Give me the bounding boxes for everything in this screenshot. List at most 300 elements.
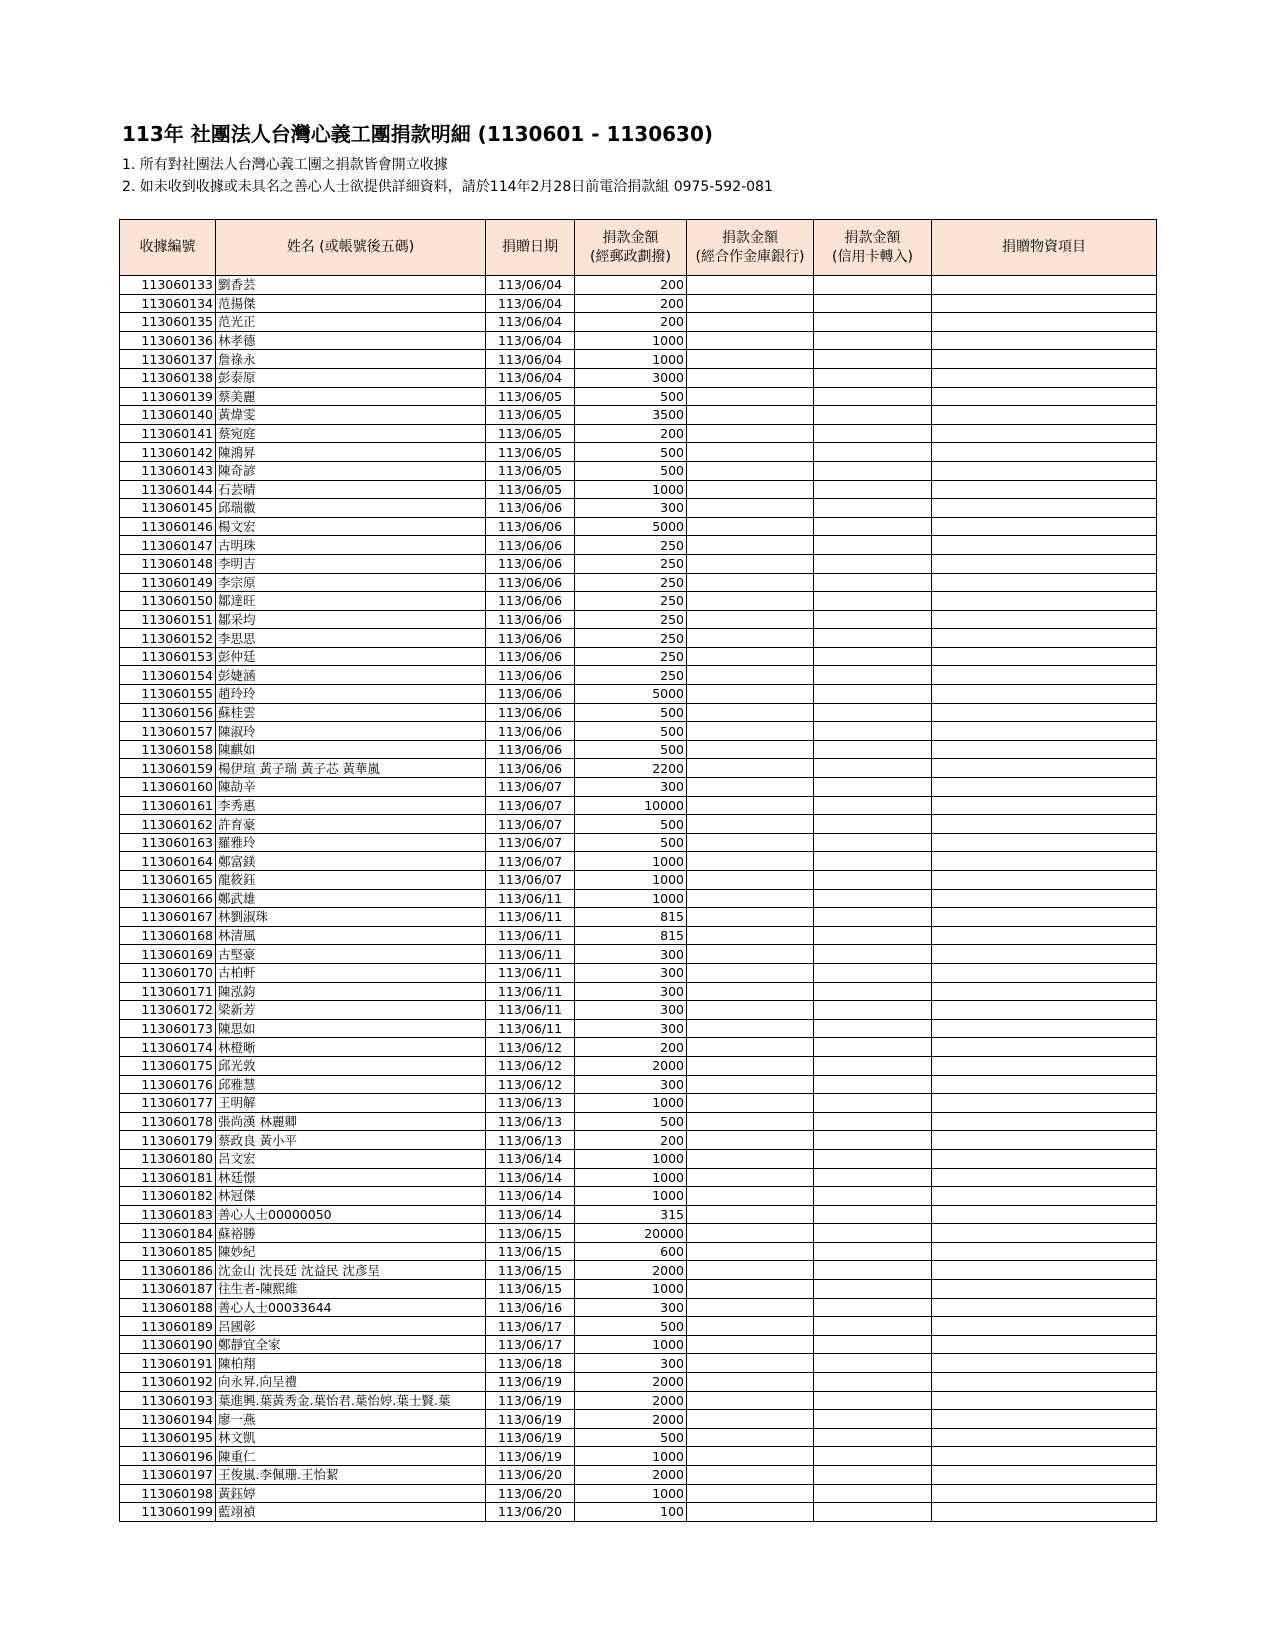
amount-postal-cell: 2000 xyxy=(575,1391,687,1410)
goods-cell xyxy=(932,629,1157,648)
table-row xyxy=(120,963,1157,982)
amount-postal-cell: 815 xyxy=(575,908,687,927)
receipt-no-cell: 113060194 xyxy=(120,1410,216,1429)
amount-postal-cell: 1000 xyxy=(575,1335,687,1354)
amount-card-cell xyxy=(814,1317,932,1336)
donor-name-cell: 邱雅慧 xyxy=(216,1075,486,1094)
table-row xyxy=(120,499,1157,518)
table-row xyxy=(120,387,1157,406)
goods-cell xyxy=(932,908,1157,927)
goods-cell xyxy=(932,1428,1157,1447)
amount-bank-cell xyxy=(687,368,814,387)
amount-bank-cell xyxy=(687,647,814,666)
donor-name-cell: 彭泰原 xyxy=(216,368,486,387)
donation-date-cell: 113/06/07 xyxy=(486,871,575,890)
receipt-no-cell: 113060169 xyxy=(120,945,216,964)
page-title: 113年 社團法人台灣心義工團捐款明細 (1130601 - 1130630) xyxy=(122,122,714,146)
amount-bank-cell xyxy=(687,313,814,332)
amount-postal-cell: 2000 xyxy=(575,1056,687,1075)
donor-name-cell: 林橙晰 xyxy=(216,1038,486,1057)
receipt-no-cell: 113060147 xyxy=(120,536,216,555)
amount-card-cell xyxy=(814,480,932,499)
amount-postal-cell: 250 xyxy=(575,610,687,629)
donation-date-cell: 113/06/11 xyxy=(486,1019,575,1038)
table-row xyxy=(120,1447,1157,1466)
donation-date-cell: 113/06/15 xyxy=(486,1224,575,1243)
amount-postal-cell: 2000 xyxy=(575,1373,687,1392)
receipt-no-cell: 113060189 xyxy=(120,1317,216,1336)
amount-postal-cell: 1000 xyxy=(575,1149,687,1168)
receipt-no-cell: 113060182 xyxy=(120,1187,216,1206)
receipt-no-cell: 113060199 xyxy=(120,1503,216,1522)
amount-bank-cell xyxy=(687,610,814,629)
receipt-no-cell: 113060180 xyxy=(120,1149,216,1168)
header-receipt-no: 收據編號 xyxy=(120,220,216,276)
amount-postal-cell: 5000 xyxy=(575,517,687,536)
donation-date-cell: 113/06/04 xyxy=(486,368,575,387)
donor-name-cell: 蔡宛庭 xyxy=(216,424,486,443)
donor-name-cell: 鄭富鎂 xyxy=(216,852,486,871)
donor-name-cell: 呂國彰 xyxy=(216,1317,486,1336)
donor-name-cell: 楊文宏 xyxy=(216,517,486,536)
amount-postal-cell: 500 xyxy=(575,387,687,406)
goods-cell xyxy=(932,1075,1157,1094)
amount-card-cell xyxy=(814,1112,932,1131)
amount-bank-cell xyxy=(687,703,814,722)
goods-cell xyxy=(932,276,1157,295)
receipt-no-cell: 113060159 xyxy=(120,759,216,778)
receipt-no-cell: 113060151 xyxy=(120,610,216,629)
goods-cell xyxy=(932,499,1157,518)
amount-postal-cell: 2000 xyxy=(575,1466,687,1485)
donation-date-cell: 113/06/12 xyxy=(486,1075,575,1094)
donor-name-cell: 彭仲廷 xyxy=(216,647,486,666)
donation-date-cell: 113/06/05 xyxy=(486,424,575,443)
receipt-no-cell: 113060193 xyxy=(120,1391,216,1410)
amount-card-cell xyxy=(814,1056,932,1075)
receipt-no-cell: 113060184 xyxy=(120,1224,216,1243)
goods-cell xyxy=(932,1335,1157,1354)
donation-date-cell: 113/06/11 xyxy=(486,908,575,927)
donor-name-cell: 陳柏翔 xyxy=(216,1354,486,1373)
amount-bank-cell xyxy=(687,629,814,648)
goods-cell xyxy=(932,647,1157,666)
amount-postal-cell: 1000 xyxy=(575,1187,687,1206)
goods-cell xyxy=(932,1242,1157,1261)
donation-date-cell: 113/06/14 xyxy=(486,1168,575,1187)
table-row xyxy=(120,1075,1157,1094)
donor-name-cell: 李宗原 xyxy=(216,573,486,592)
table-row xyxy=(120,1019,1157,1038)
amount-postal-cell: 315 xyxy=(575,1205,687,1224)
amount-postal-cell: 500 xyxy=(575,722,687,741)
goods-cell xyxy=(932,536,1157,555)
amount-card-cell xyxy=(814,1261,932,1280)
amount-postal-cell: 500 xyxy=(575,815,687,834)
table-row xyxy=(120,871,1157,890)
amount-card-cell xyxy=(814,1187,932,1206)
amount-bank-cell xyxy=(687,1187,814,1206)
donation-date-cell: 113/06/05 xyxy=(486,443,575,462)
amount-card-cell xyxy=(814,387,932,406)
table-row xyxy=(120,1131,1157,1150)
table-row xyxy=(120,1038,1157,1057)
amount-card-cell xyxy=(814,1001,932,1020)
goods-cell xyxy=(932,889,1157,908)
amount-card-cell xyxy=(814,1466,932,1485)
receipt-no-cell: 113060135 xyxy=(120,313,216,332)
amount-postal-cell: 20000 xyxy=(575,1224,687,1243)
table-row xyxy=(120,908,1157,927)
amount-card-cell xyxy=(814,666,932,685)
donor-name-cell: 呂文宏 xyxy=(216,1149,486,1168)
table-row xyxy=(120,1242,1157,1261)
amount-postal-cell: 300 xyxy=(575,945,687,964)
donor-name-cell: 林清風 xyxy=(216,926,486,945)
amount-postal-cell: 250 xyxy=(575,647,687,666)
goods-cell xyxy=(932,1168,1157,1187)
amount-postal-cell: 500 xyxy=(575,740,687,759)
note-contact: 2. 如未收到收據或未具名之善心人士欲提供詳細資料，請於114年2月28日前電洽捐款組 0975-592-081 xyxy=(122,179,773,195)
goods-cell xyxy=(932,1503,1157,1522)
goods-cell xyxy=(932,1224,1157,1243)
amount-bank-cell xyxy=(687,1038,814,1057)
donation-date-cell: 113/06/17 xyxy=(486,1317,575,1336)
receipt-no-cell: 113060187 xyxy=(120,1280,216,1299)
donor-name-cell: 邱光敦 xyxy=(216,1056,486,1075)
amount-postal-cell: 250 xyxy=(575,592,687,611)
amount-bank-cell xyxy=(687,926,814,945)
amount-card-cell xyxy=(814,1094,932,1113)
goods-cell xyxy=(932,982,1157,1001)
amount-bank-cell xyxy=(687,1391,814,1410)
table-row xyxy=(120,1056,1157,1075)
goods-cell xyxy=(932,368,1157,387)
table-row xyxy=(120,313,1157,332)
amount-card-cell xyxy=(814,1280,932,1299)
receipt-no-cell: 113060161 xyxy=(120,796,216,815)
table-row xyxy=(120,1001,1157,1020)
amount-card-cell xyxy=(814,424,932,443)
amount-postal-cell: 200 xyxy=(575,424,687,443)
amount-bank-cell xyxy=(687,387,814,406)
goods-cell xyxy=(932,1149,1157,1168)
amount-card-cell xyxy=(814,1298,932,1317)
table-row xyxy=(120,778,1157,797)
amount-postal-cell: 2000 xyxy=(575,1261,687,1280)
amount-postal-cell: 200 xyxy=(575,1038,687,1057)
amount-bank-cell xyxy=(687,573,814,592)
donor-name-cell: 石芸晴 xyxy=(216,480,486,499)
amount-postal-cell: 3500 xyxy=(575,406,687,425)
receipt-no-cell: 113060146 xyxy=(120,517,216,536)
goods-cell xyxy=(932,1094,1157,1113)
receipt-no-cell: 113060173 xyxy=(120,1019,216,1038)
amount-postal-cell: 600 xyxy=(575,1242,687,1261)
receipt-no-cell: 113060149 xyxy=(120,573,216,592)
amount-bank-cell xyxy=(687,982,814,1001)
amount-postal-cell: 250 xyxy=(575,666,687,685)
goods-cell xyxy=(932,1373,1157,1392)
table-row xyxy=(120,1410,1157,1429)
receipt-no-cell: 113060133 xyxy=(120,276,216,295)
receipt-no-cell: 113060185 xyxy=(120,1242,216,1261)
amount-postal-cell: 300 xyxy=(575,963,687,982)
receipt-no-cell: 113060195 xyxy=(120,1428,216,1447)
donation-date-cell: 113/06/05 xyxy=(486,461,575,480)
amount-bank-cell xyxy=(687,1373,814,1392)
donation-date-cell: 113/06/20 xyxy=(486,1466,575,1485)
amount-card-cell xyxy=(814,1410,932,1429)
donation-date-cell: 113/06/14 xyxy=(486,1149,575,1168)
goods-cell xyxy=(932,1484,1157,1503)
amount-postal-cell: 1000 xyxy=(575,1447,687,1466)
amount-bank-cell xyxy=(687,1019,814,1038)
amount-postal-cell: 300 xyxy=(575,982,687,1001)
donation-date-cell: 113/06/07 xyxy=(486,815,575,834)
amount-card-cell xyxy=(814,554,932,573)
goods-cell xyxy=(932,331,1157,350)
goods-cell xyxy=(932,666,1157,685)
goods-cell xyxy=(932,1410,1157,1429)
donation-date-cell: 113/06/19 xyxy=(486,1373,575,1392)
amount-bank-cell xyxy=(687,963,814,982)
amount-bank-cell xyxy=(687,796,814,815)
donor-name-cell: 林劉淑珠 xyxy=(216,908,486,927)
table-row xyxy=(120,833,1157,852)
donor-name-cell: 李明吉 xyxy=(216,554,486,573)
table-row xyxy=(120,1149,1157,1168)
receipt-no-cell: 113060160 xyxy=(120,778,216,797)
goods-cell xyxy=(932,573,1157,592)
amount-card-cell xyxy=(814,294,932,313)
amount-bank-cell xyxy=(687,1298,814,1317)
amount-card-cell xyxy=(814,1335,932,1354)
amount-postal-cell: 1000 xyxy=(575,331,687,350)
table-row xyxy=(120,852,1157,871)
amount-bank-cell xyxy=(687,1503,814,1522)
goods-cell xyxy=(932,313,1157,332)
amount-bank-cell xyxy=(687,778,814,797)
receipt-no-cell: 113060154 xyxy=(120,666,216,685)
receipt-no-cell: 113060138 xyxy=(120,368,216,387)
goods-cell xyxy=(932,1131,1157,1150)
goods-cell xyxy=(932,517,1157,536)
receipt-no-cell: 113060163 xyxy=(120,833,216,852)
donor-name-cell: 蔡美麗 xyxy=(216,387,486,406)
amount-bank-cell xyxy=(687,406,814,425)
table-row xyxy=(120,1484,1157,1503)
amount-bank-cell xyxy=(687,1001,814,1020)
donation-date-cell: 113/06/07 xyxy=(486,796,575,815)
donor-name-cell: 邱瑞徽 xyxy=(216,499,486,518)
receipt-no-cell: 113060165 xyxy=(120,871,216,890)
amount-card-cell xyxy=(814,926,932,945)
amount-bank-cell xyxy=(687,852,814,871)
receipt-no-cell: 113060172 xyxy=(120,1001,216,1020)
amount-bank-cell xyxy=(687,1447,814,1466)
receipt-no-cell: 113060191 xyxy=(120,1354,216,1373)
donation-date-cell: 113/06/15 xyxy=(486,1261,575,1280)
table-row xyxy=(120,276,1157,295)
amount-bank-cell xyxy=(687,1131,814,1150)
table-header-row xyxy=(120,220,1157,276)
donation-date-cell: 113/06/05 xyxy=(486,406,575,425)
donor-name-cell: 善心人士00000050 xyxy=(216,1205,486,1224)
amount-card-cell xyxy=(814,1019,932,1038)
amount-postal-cell: 5000 xyxy=(575,685,687,704)
receipt-no-cell: 113060139 xyxy=(120,387,216,406)
donation-date-cell: 113/06/06 xyxy=(486,573,575,592)
amount-card-cell xyxy=(814,536,932,555)
donation-date-cell: 113/06/18 xyxy=(486,1354,575,1373)
table-row xyxy=(120,536,1157,555)
header-amount-card: 捐款金額 (信用卡轉入) xyxy=(814,220,932,276)
amount-bank-cell xyxy=(687,1205,814,1224)
donation-date-cell: 113/06/06 xyxy=(486,629,575,648)
donation-date-cell: 113/06/17 xyxy=(486,1335,575,1354)
goods-cell xyxy=(932,1354,1157,1373)
donation-date-cell: 113/06/05 xyxy=(486,387,575,406)
amount-bank-cell xyxy=(687,1466,814,1485)
table-row xyxy=(120,368,1157,387)
header-amount-postal: 捐款金額 (經郵政劃撥) xyxy=(575,220,687,276)
donor-name-cell: 李秀惠 xyxy=(216,796,486,815)
donation-date-cell: 113/06/07 xyxy=(486,852,575,871)
donation-date-cell: 113/06/13 xyxy=(486,1131,575,1150)
goods-cell xyxy=(932,759,1157,778)
table-row xyxy=(120,722,1157,741)
receipt-no-cell: 113060137 xyxy=(120,350,216,369)
donor-name-cell: 林廷憬 xyxy=(216,1168,486,1187)
amount-card-cell xyxy=(814,592,932,611)
table-row xyxy=(120,1168,1157,1187)
goods-cell xyxy=(932,387,1157,406)
amount-postal-cell: 200 xyxy=(575,1131,687,1150)
donation-date-cell: 113/06/06 xyxy=(486,610,575,629)
donation-date-cell: 113/06/11 xyxy=(486,926,575,945)
amount-bank-cell xyxy=(687,815,814,834)
donation-date-cell: 113/06/11 xyxy=(486,1001,575,1020)
amount-postal-cell: 1000 xyxy=(575,1280,687,1299)
table-row xyxy=(120,1373,1157,1392)
table-row xyxy=(120,629,1157,648)
amount-postal-cell: 1000 xyxy=(575,889,687,908)
amount-bank-cell xyxy=(687,461,814,480)
receipt-no-cell: 113060179 xyxy=(120,1131,216,1150)
amount-bank-cell xyxy=(687,424,814,443)
amount-bank-cell xyxy=(687,1242,814,1261)
amount-postal-cell: 300 xyxy=(575,1001,687,1020)
donor-name-cell: 陳思如 xyxy=(216,1019,486,1038)
table-row xyxy=(120,1298,1157,1317)
table-row xyxy=(120,592,1157,611)
donation-date-cell: 113/06/19 xyxy=(486,1410,575,1429)
amount-postal-cell: 300 xyxy=(575,1019,687,1038)
donor-name-cell: 往生者-陳熙維 xyxy=(216,1280,486,1299)
amount-card-cell xyxy=(814,1224,932,1243)
donation-date-cell: 113/06/04 xyxy=(486,276,575,295)
receipt-no-cell: 113060170 xyxy=(120,963,216,982)
goods-cell xyxy=(932,685,1157,704)
donation-date-cell: 113/06/04 xyxy=(486,313,575,332)
amount-bank-cell xyxy=(687,889,814,908)
donor-name-cell: 古柏軒 xyxy=(216,963,486,982)
donation-date-cell: 113/06/06 xyxy=(486,722,575,741)
amount-card-cell xyxy=(814,778,932,797)
amount-bank-cell xyxy=(687,443,814,462)
table-row xyxy=(120,703,1157,722)
receipt-no-cell: 113060186 xyxy=(120,1261,216,1280)
amount-postal-cell: 300 xyxy=(575,1298,687,1317)
donor-name-cell: 陳劼辛 xyxy=(216,778,486,797)
donation-date-cell: 113/06/13 xyxy=(486,1094,575,1113)
amount-card-cell xyxy=(814,1503,932,1522)
goods-cell xyxy=(932,1038,1157,1057)
table-row xyxy=(120,945,1157,964)
amount-card-cell xyxy=(814,1447,932,1466)
receipt-no-cell: 113060136 xyxy=(120,331,216,350)
donation-date-cell: 113/06/06 xyxy=(486,592,575,611)
amount-bank-cell xyxy=(687,331,814,350)
donation-date-cell: 113/06/20 xyxy=(486,1484,575,1503)
amount-card-cell xyxy=(814,517,932,536)
donor-name-cell: 許育豪 xyxy=(216,815,486,834)
amount-postal-cell: 1000 xyxy=(575,1094,687,1113)
goods-cell xyxy=(932,815,1157,834)
donor-name-cell: 沈金山 沈長廷 沈益民 沈彥呈 xyxy=(216,1261,486,1280)
amount-postal-cell: 250 xyxy=(575,536,687,555)
donation-date-cell: 113/06/16 xyxy=(486,1298,575,1317)
donor-name-cell: 葉進興.葉黃秀金.葉怡君.葉怡婷.葉士賢.葉 xyxy=(216,1391,486,1410)
donor-name-cell: 陳重仁 xyxy=(216,1447,486,1466)
amount-postal-cell: 500 xyxy=(575,1428,687,1447)
amount-card-cell xyxy=(814,610,932,629)
receipt-no-cell: 113060143 xyxy=(120,461,216,480)
amount-card-cell xyxy=(814,945,932,964)
table-row xyxy=(120,1224,1157,1243)
table-row xyxy=(120,666,1157,685)
amount-card-cell xyxy=(814,1484,932,1503)
donation-date-cell: 113/06/06 xyxy=(486,759,575,778)
table-row xyxy=(120,1335,1157,1354)
amount-bank-cell xyxy=(687,1354,814,1373)
amount-card-cell xyxy=(814,647,932,666)
donor-name-cell: 劉香芸 xyxy=(216,276,486,295)
donation-date-cell: 113/06/07 xyxy=(486,833,575,852)
donor-name-cell: 彭婕涵 xyxy=(216,666,486,685)
receipt-no-cell: 113060152 xyxy=(120,629,216,648)
receipt-no-cell: 113060164 xyxy=(120,852,216,871)
donation-date-cell: 113/06/11 xyxy=(486,889,575,908)
receipt-no-cell: 113060192 xyxy=(120,1373,216,1392)
donor-name-cell: 鄭武雄 xyxy=(216,889,486,908)
donation-date-cell: 113/06/14 xyxy=(486,1187,575,1206)
table-row xyxy=(120,1317,1157,1336)
table-row xyxy=(120,1261,1157,1280)
goods-cell xyxy=(932,963,1157,982)
donation-date-cell: 113/06/06 xyxy=(486,517,575,536)
goods-cell xyxy=(932,796,1157,815)
amount-card-cell xyxy=(814,685,932,704)
goods-cell xyxy=(932,443,1157,462)
amount-bank-cell xyxy=(687,1261,814,1280)
table-row xyxy=(120,647,1157,666)
donor-name-cell: 陳泓鈞 xyxy=(216,982,486,1001)
table-row xyxy=(120,1428,1157,1447)
goods-cell xyxy=(932,1261,1157,1280)
amount-bank-cell xyxy=(687,740,814,759)
